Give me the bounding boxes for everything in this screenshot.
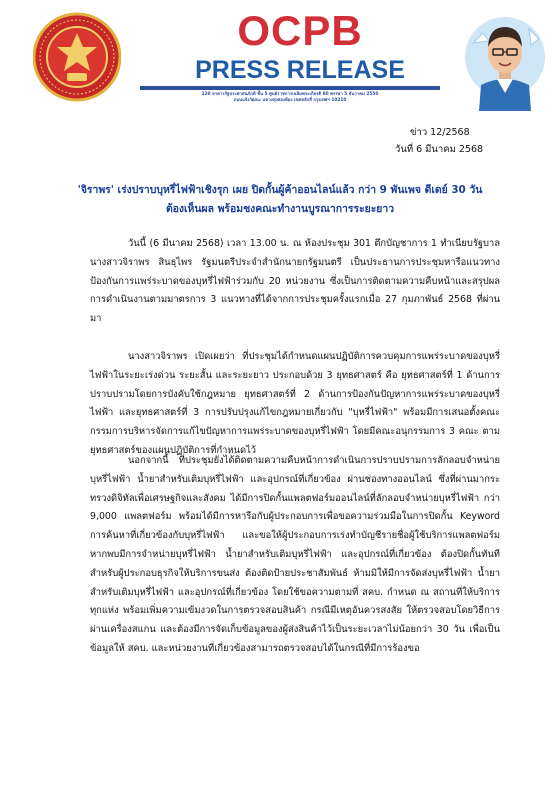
mascot-illustration-icon bbox=[459, 3, 551, 111]
body-paragraph-3-text: นอกจากนี้ ที่ประชุมยังได้ติดตามความคืบหน้าการดำเนินการปราบปรามการลักลอบจำหน่ายบุหรี่ไฟฟ้า น้ำยาสำหรับเติมบุหรี่ไฟฟ้า และอุปกรณ์ที่เกี่ยวข้อง ผ่านช่องทางออนไลน์ ซึ่งที่ผ่านมากระทรวงดิจิทัลเพื่อเศรษฐกิจและสังคม ได้มีการปิดกั้นแพลตฟอร์มออนไลน์ที่ลักลอบจำหน่ายบุหรี่ไฟฟ้า กว่า 9,000 แพลตฟอร์ม พร้อมได้มีการหารือกับผู้ประกอบการเพื่อขอความร่วมมือในการปิดกั้น Keyword การค้นหาที่เกี่ยวข้องกับบุหรี่ไฟฟ้า และขอให้ผู้ประกอบการเร่งทำบัญชีรายชื่อผู้ใช้บริการแพลตฟอร์ม หากพบมีการจำหน่ายบุหรี่ไฟฟ้า น้ำยาสำหรับเติมบุหรี่ไฟฟ้า และอุปกรณ์ที่เกี่ยวข้อง ต้องปิดกั้นทันที สำหรับผู้ประกอบธุรกิจให้บริการขนส่ง ต้องติดป้ายประชาสัมพันธ์ ห้ามมิให้มีการจัดส่งบุหรี่ไฟฟ้า น้ำยาสำหรับเติมบุหรี่ไฟฟ้า และอุปกรณ์ที่เกี่ยวข้อง โดยใช้ขอความตามที่ สคบ. กำหนด ณ สถานที่ให้บริการทุกแห่ง พร้อมเพิ่มความเข้มงวดในการตรวจสอบสินค้า กรณีมีเหตุอันควรสงสัย ให้ตรวจสอบโดยวิธีการผ่านเครื่องสแกน และต้องมีการจัดเก็บข้อมูลของผู้ส่งสินค้าไว้เป็นระยะเวลาไม่น้อยกว่า 30 วัน เพื่อเป็นข้อมูลให้ สคบ. และหน่วยงานที่เกี่ยวข้องสามารถตรวจสอบได้ในกรณีที่มีการร้องขอ bbox=[90, 455, 500, 654]
body-paragraph-1-text: วันนี้ (6 มีนาคม 2568) เวลา 13.00 น. ณ ห้องประชุม 301 ตึกบัญชาการ 1 ทำเนียบรัฐบาล นางสาวจิราพร สินธุไพร รัฐมนตรีประจำสำนักนายกรัฐมนตรี เป็นประธานการประชุมหารือแนวทางป้องกันการแพร่ระบาดของบุหรี่ไฟฟ้าร่วมกับ 20 หน่วยงาน ซึ่งเป็นการติดตามความคืบหน้าและสรุปผลการดำเนินงานตามมาตรการ 3 แนวทางที่ได้จากการประชุมครั้งแรกเมื่อ 27 กุมภาพันธ์ 2568 ที่ผ่านมา bbox=[90, 238, 500, 325]
brand-subtitle: PRESS RELEASE bbox=[195, 56, 405, 84]
address-line-1: 120 อาคารรัฐประศาสนภักดี ชั้น 5 ศูนย์ราชการเฉลิมพระเกียรติ 80 พรรษา 5 ธันวาคม 2550 bbox=[201, 92, 379, 97]
body-paragraph-2 bbox=[90, 348, 500, 461]
ocpb-emblem-icon bbox=[33, 11, 121, 103]
agency-address bbox=[140, 92, 440, 104]
address-line-2: ถนนแจ้งวัฒนะ แขวงทุ่งสองห้อง เขตหลักสี่ กรุงเทพฯ 10210 bbox=[233, 98, 347, 103]
release-number: ข่าว 12/2568 bbox=[410, 127, 470, 138]
headline-line-2: ต้องเห็นผล พร้อมชงคณะทำงานบูรณาการระยะยาว bbox=[165, 203, 395, 215]
body-paragraph-2-text: นางสาวจิราพร เปิดเผยว่า ที่ประชุมได้กำหนดแผนปฏิบัติการควบคุมการแพร่ระบาดของบุหรี่ไฟฟ้าในระยะเร่งด่วน ระยะสั้น และระยะยาว ประกอบด้วย 3 ยุทธศาสตร์ คือ ยุทธศาสตร์ที่ 1 ด้านการปราบปรามโดยการบังคับใช้กฎหมาย ยุทธศาสตร์ที่ 2 ด้านการป้องกันปัญหาการแพร่ระบาดของบุหรี่ไฟฟ้า และยุทธศาสตร์ที่ 3 การปรับปรุงแก้ไขกฎหมายเกี่ยวกับ "บุหรี่ไฟฟ้า" พร้อมมีการเสนอตั้งคณะกรรมการบริหารจัดการแก้ไขปัญหาการแพร่ระบาดของบุหรี่ไฟฟ้า โดยมีคณะอนุกรรมการ 3 คณะ ตามยุทธศาสตร์ของแผนปฏิบัติการที่กำหนดไว้ bbox=[90, 351, 500, 456]
headline bbox=[60, 181, 500, 219]
header-divider bbox=[140, 86, 440, 90]
headline-line-1: 'จิราพร' เร่งปราบบุหรี่ไฟฟ้าเชิงรุก เผย ปิดกั้นผู้ค้าออนไลน์แล้ว กว่า 9 พันเพจ ดีเดย์ 30 วัน bbox=[77, 184, 483, 196]
body-paragraph-1 bbox=[90, 235, 500, 329]
press-release-header bbox=[0, 0, 559, 112]
brand-block bbox=[150, 8, 450, 84]
release-date: วันที่ 6 มีนาคม 2568 bbox=[395, 144, 484, 155]
body-paragraph-3 bbox=[90, 452, 500, 659]
brand-title: OCPB bbox=[237, 7, 363, 54]
